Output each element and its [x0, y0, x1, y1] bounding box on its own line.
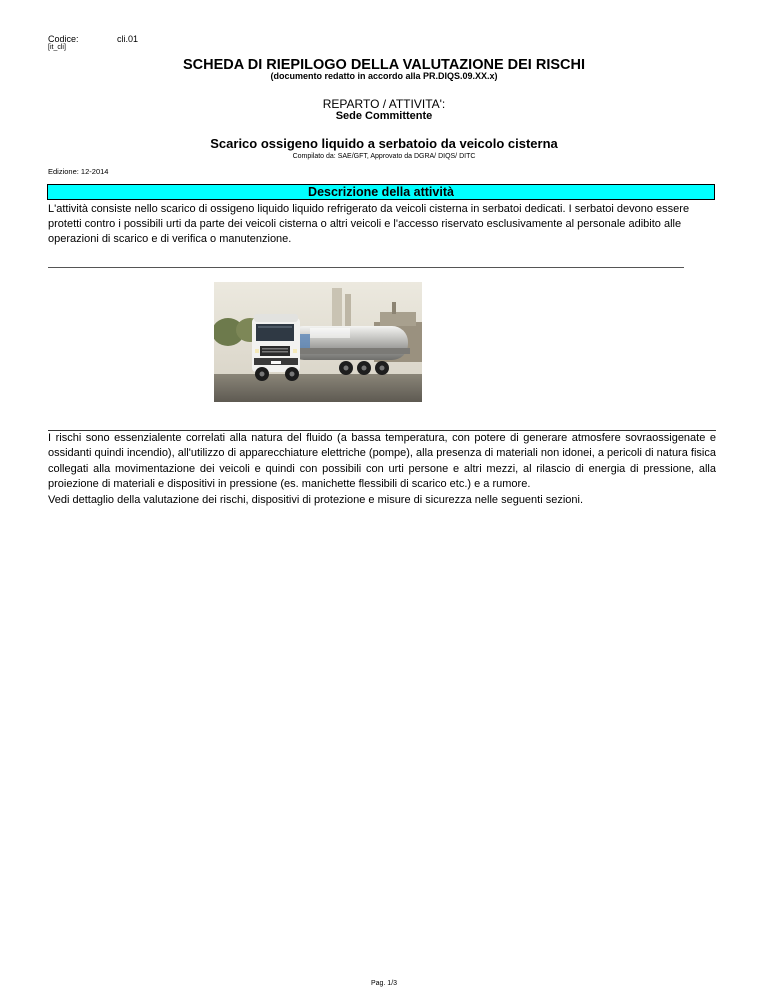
- activity-title: Scarico ossigeno liquido a serbatoio da veicolo cisterna: [210, 136, 558, 151]
- section-header: Descrizione della attività: [47, 184, 715, 200]
- code-sub: [it_cli]: [48, 44, 66, 51]
- divider: [48, 267, 684, 268]
- activity-description: L'attività consiste nello scarico di ossigeno liquido liquido refrigerato da veicoli cisterna in serbatoi dedicati. I serbatoi devono essere protetti contro i possibili urti da parte dei veicoli cisterna o altri veicoli e l'accesso riservato esclusivamente al personale adibito alle operazioni di scarico e di verifica o manutenzione.: [48, 203, 690, 245]
- code-value: cli.01: [117, 34, 139, 44]
- document-title: SCHEDA DI RIEPILOGO DELLA VALUTAZIONE DEI RISCHI: [183, 57, 585, 73]
- risks-note: Vedi dettaglio della valutazione dei rischi, dispositivi di protezione e misure di sicurezza nelle seguenti sezioni.: [48, 493, 584, 506]
- page-number: Pag. 1/3: [370, 980, 398, 987]
- reparto-label: REPARTO / ATTIVITA':: [322, 97, 446, 111]
- edition: Edizione: 12-2014: [48, 167, 109, 176]
- compiled-by: Compilato da: SAE/GFT, Approvato da DGRA/ DIQS/ DITC: [292, 153, 476, 160]
- tanker-truck-photo: [214, 282, 422, 402]
- reparto-value: Sede Committente: [335, 110, 433, 122]
- code-label: Codice:: [48, 34, 79, 44]
- document-subtitle: (documento redatto in accordo alla PR.DIQS.09.XX.x): [270, 71, 498, 81]
- risks-paragraph: I rischi sono essenzialente correlati alla natura del fluido (a bassa temperatura, con potere di generare atmosfere sovraossigenate e ossidanti quindi incendio), all'utilizzo di apparecchiature elettriche (pompe), alla presenza di materiali non idonei, a pericoli di natura fisica collegati alla movimentazione dei veicoli e quindi con possibili con urti persone e altri mezzi, al rilascio di energia di pressione, alla proiezione di materiali e dispositivi in pressione (es. manichette flessibili di scarico etc.) e a rumore.: [48, 432, 716, 491]
- risks-text: [48, 431, 716, 508]
